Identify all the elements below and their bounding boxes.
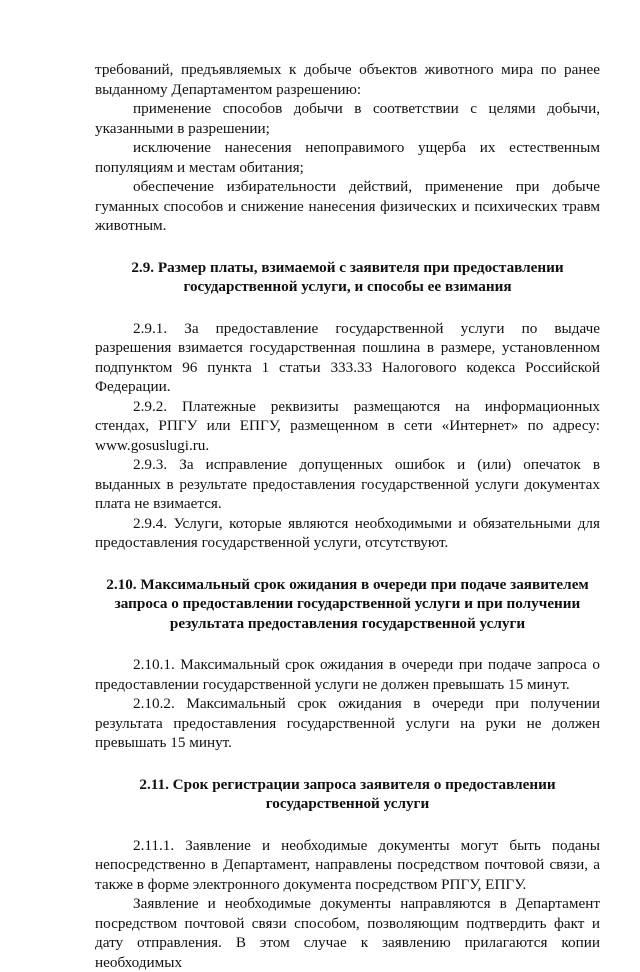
section-2-10-paragraph-1: 2.10.1. Максимальный срок ожидания в очереди при подаче запроса о предоставлении государственной услуги не должен превышать 15 минут. — [95, 656, 600, 693]
section-2-11-heading: 2.11. Срок регистрации запроса заявителя о предоставлении государственной услуги — [139, 775, 556, 812]
intro-paragraph-2: применение способов добычи в соответствии с целями добычи, указанными в разрешении; — [95, 100, 600, 137]
intro-paragraph-1: требований, предъявляемых к добыче объектов животного мира по ранее выданному Департаментом разрешению: — [95, 61, 600, 98]
section-2-9-heading: 2.9. Размер платы, взимаемой с заявителя при предоставлении государственной услуги, и способы ее взимания — [131, 258, 564, 295]
intro-paragraph-4: обеспечение избирательности действий, применение при добыче гуманных способов и снижение нанесения физических и психических травм животным. — [95, 178, 600, 234]
section-2-11-paragraph-1: 2.11.1. Заявление и необходимые документы могут быть поданы непосредственно в Департамент, направлены посредством почтовой связи, а также в форме электронного документа посредством РПГУ, ЕПГУ. — [95, 836, 600, 893]
section-2-11-paragraph-2: Заявление и необходимые документы направляются в Департамент посредством почтовой связи способом, позволяющим подтвердить факт и дату отправления. В этом случае к заявлению прилагаются копии необходимых — [95, 895, 600, 971]
section-2-9-paragraph-3: 2.9.3. За исправление допущенных ошибок и (или) опечаток в выданных в результате предоставления государственной услуги документах плата не взимается. — [95, 456, 600, 512]
section-2-9-paragraph-2: 2.9.2. Платежные реквизиты размещаются на информационных стендах, РПГУ или ЕПГУ, размещенном в сети «Интернет» по адресу: www.gosuslugi.ru. — [95, 397, 600, 454]
section-2-9-paragraph-4: 2.9.4. Услуги, которые являются необходимыми и обязательными для предоставления государственной услуги, отсутствуют. — [95, 514, 600, 551]
section-2-10-paragraph-2: 2.10.2. Максимальный срок ожидания в очереди при получении результата предоставления государственной услуги на руки не должен превышать 15 минут. — [95, 695, 600, 751]
document-page — [95, 60, 600, 972]
section-2-10-heading: 2.10. Максимальный срок ожидания в очереди при подаче заявителем запроса о предоставлении государственной услуги и при получении результата предоставления государственной услуги — [106, 575, 589, 632]
section-2-9-paragraph-1: 2.9.1. За предоставление государственной услуги по выдаче разрешения взимается государственная пошлина в размере, установленном подпунктом 96 пункта 1 статьи 333.33 Налогового кодекса Российской Федерации. — [95, 319, 600, 395]
intro-paragraph-3: исключение нанесения непоправимого ущерба их естественным популяциям и местам обитания; — [95, 139, 600, 176]
